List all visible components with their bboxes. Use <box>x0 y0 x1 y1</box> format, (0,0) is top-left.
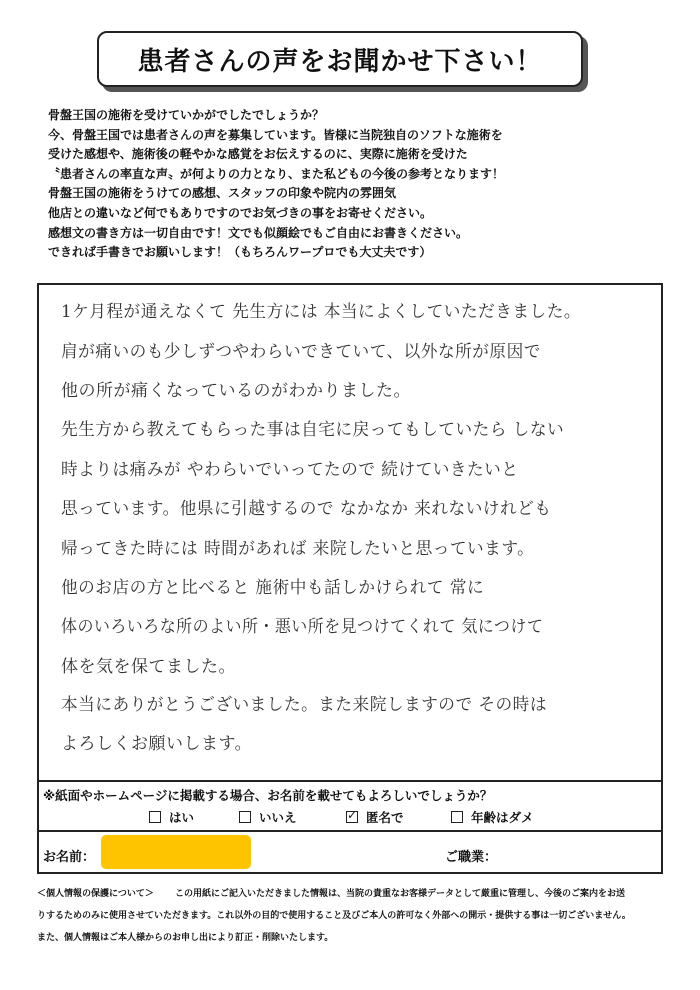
option-no-label: いいえ <box>259 810 297 825</box>
intro-line: 他店との違いなど何でもありですのでお気づきの事をお寄せください。 <box>48 205 433 220</box>
comment-line: 他のお店の方と比べると 施術中も話しかけられて 常に <box>61 578 485 598</box>
intro-line: 感想文の書き方は一切自由です！文でも似顔絵でもご自由にお書きください。 <box>48 225 469 240</box>
intro-line: 受けた感想や、施術後の軽やかな感覚をお伝えするのに、実際に施術を受けた <box>48 147 468 162</box>
name-field-redacted[interactable] <box>101 835 251 869</box>
option-no-age[interactable] <box>451 808 534 826</box>
privacy-line: また、個人情報はご本人様からのお申し出により訂正・削除いたします。 <box>37 933 334 943</box>
comment-line: よろしくお願いします。 <box>61 734 253 754</box>
option-yes-checkbox[interactable] <box>149 811 161 823</box>
intro-line: 骨盤王国の施術を受けていかがでしたでしょうか？ <box>48 108 325 122</box>
option-anonymous[interactable] <box>346 808 404 826</box>
privacy-notice <box>37 883 667 949</box>
consent-options <box>39 808 661 828</box>
intro-line: できれば手書きでお願いします！（もちろんワープロでも大丈夫です） <box>48 245 432 260</box>
comment-line: 体のいろいろな所のよい所・悪い所を見つけてくれて 気につけて <box>61 617 544 637</box>
comment-line: 体を気を保てました。 <box>61 657 236 677</box>
option-no-checkbox[interactable] <box>239 811 251 823</box>
option-no[interactable] <box>239 808 297 826</box>
comment-line: 本当にありがとうございました。また来院しますので その時は <box>61 695 547 715</box>
privacy-line-text: この用紙にご記入いただきました情報は、当院の貴重なお客様データとして厳重に管理し、今後のご案内をお送 <box>175 889 626 899</box>
privacy-heading: ＜個人情報の保護について＞ <box>37 889 154 899</box>
option-anonymous-label: 匿名で <box>366 810 404 825</box>
privacy-line <box>37 883 667 905</box>
comment-line: 時よりは痛みが やわらいでいってたので 続けていきたいと <box>61 460 519 480</box>
option-no-age-label: 年齢はダメ <box>471 810 534 825</box>
intro-line: 骨盤王国の施術をうけての感想、スタッフの印象や院内の雰囲気 <box>48 186 397 201</box>
name-label: お名前： <box>43 850 96 865</box>
comment-line: 先生方から教えてもらった事は自宅に戻ってもしていたら しない <box>61 420 565 440</box>
intro-line: 今、骨盤王国では患者さんの声を募集しています。皆様に当院独自のソフトな施術を <box>48 127 503 142</box>
comment-line: 思っています。他県に引越するので なかなか 来れないけれども <box>61 499 552 519</box>
page-title: 患者さんの声をお聞かせ下さい！ <box>97 31 583 87</box>
consent-question: ※紙面やホームページに掲載する場合、お名前を載せてもよろしいでしょうか？ <box>43 788 493 803</box>
intro-text <box>48 106 668 263</box>
job-label: ご職業： <box>445 850 498 865</box>
option-yes-label: はい <box>169 810 195 825</box>
form-frame <box>37 283 663 874</box>
comment-line: 帰ってきた時には 時間があれば 来院したいと思っています。 <box>61 539 535 559</box>
option-yes[interactable] <box>149 808 194 826</box>
intro-line: 〝患者さんの率直な声〟が何よりの力となり、また私どもの今後の参考となります！ <box>48 166 505 181</box>
consent-section <box>39 780 661 830</box>
comment-line: 1ケ月程が通えなくて 先生方には 本当によくしていただきました。 <box>61 302 582 322</box>
option-no-age-checkbox[interactable] <box>451 811 463 823</box>
comment-line: 他の所が痛くなっているのがわかりました。 <box>61 381 411 401</box>
name-job-row <box>39 830 661 872</box>
option-anonymous-checkbox[interactable] <box>346 811 358 823</box>
privacy-line: りするためのみに使用させていただきます。これ以外の目的で使用すること及びご本人の許可なく外部への開示・提供する事は一切ございません。 <box>37 911 631 921</box>
comment-area[interactable] <box>39 285 661 780</box>
comment-line: 肩が痛いのも少しずつやわらいできていて、以外な所が原因で <box>61 342 541 362</box>
